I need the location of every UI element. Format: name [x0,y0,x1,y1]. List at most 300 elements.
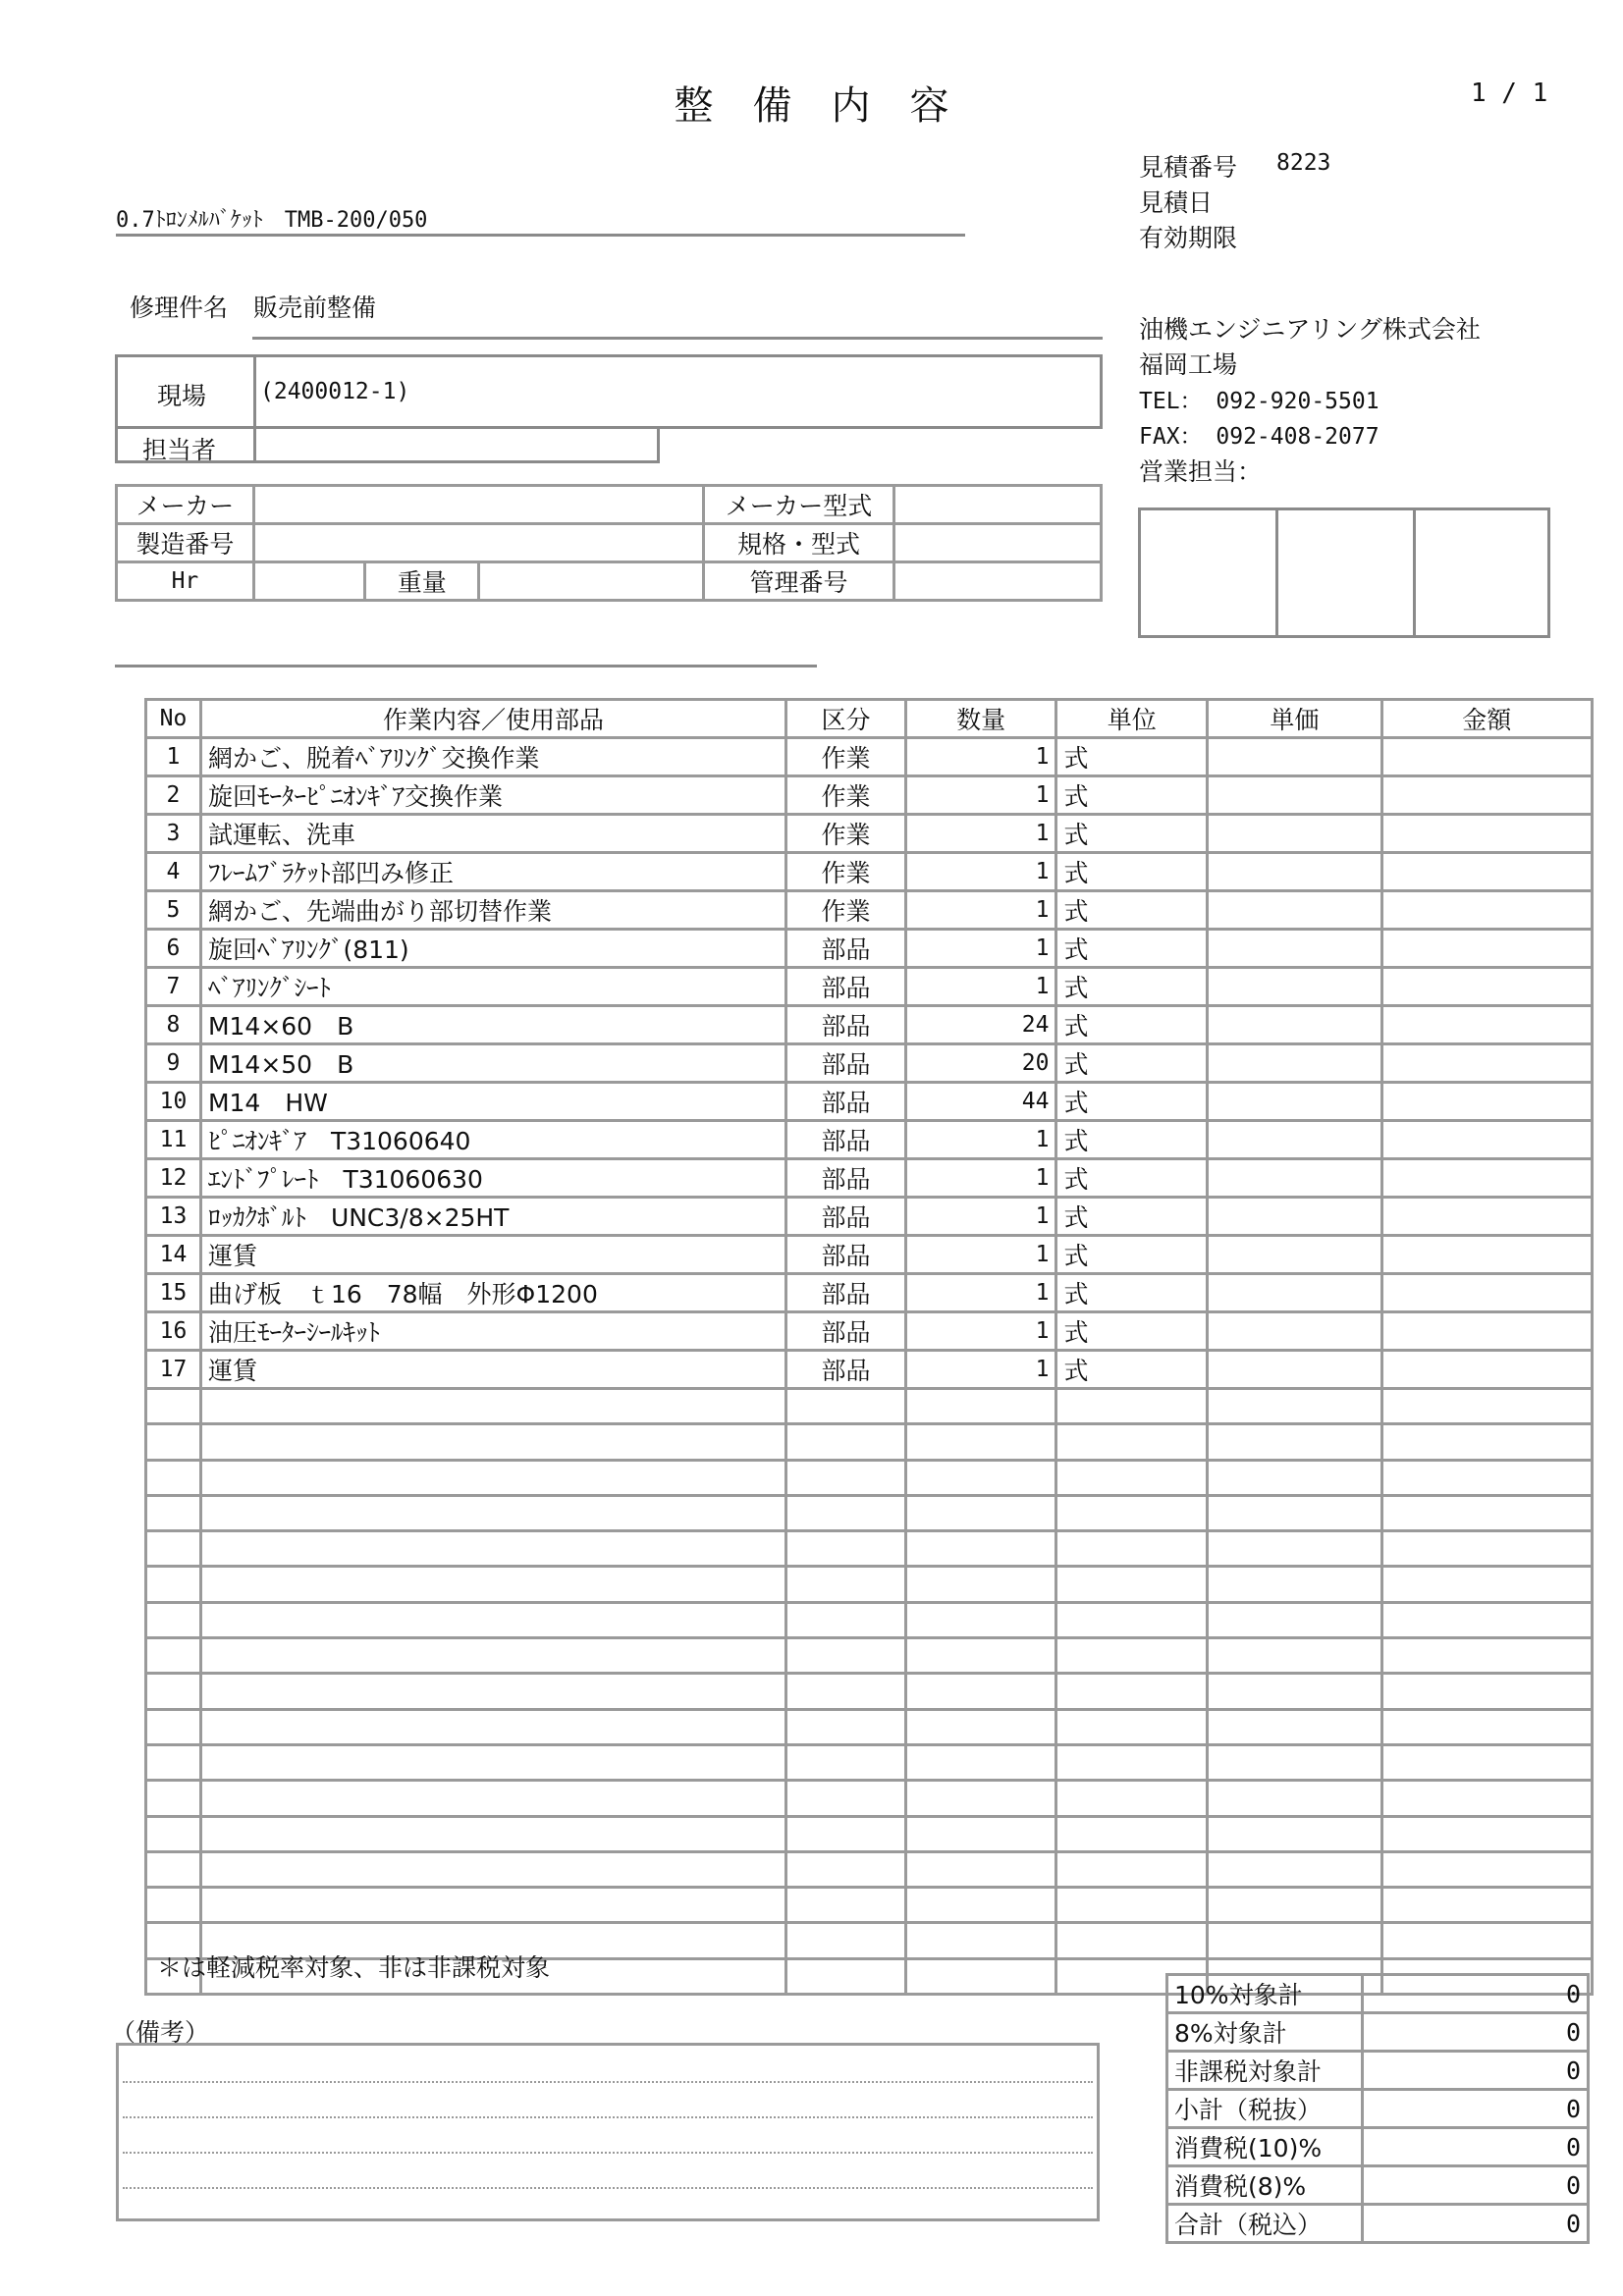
item-kind [786,1567,906,1602]
item-description [200,1495,785,1530]
item-kind: 部品 [786,1236,906,1274]
item-description: ﾋﾟﾆｵﾝｷﾞｱ T31060640 [200,1121,785,1159]
item-amount [1381,1159,1592,1198]
item-unit-price [1208,853,1382,891]
item-no [146,1638,201,1674]
item-kind: 作業 [786,853,906,891]
weight-label: 重量 [365,562,479,601]
table-row [146,1816,1593,1851]
hr-value [253,562,365,601]
item-unit-price [1208,738,1382,776]
item-unit-price [1208,1389,1382,1424]
summary-label: 8%対象計 [1167,2013,1363,2052]
item-description [200,1460,785,1495]
item-description: 網かご、脱着ﾍﾞｱﾘﾝｸﾞ交換作業 [200,738,785,776]
item-kind [786,1958,906,1994]
item-description: 網かご、先端曲がり部切替作業 [200,891,785,930]
table-row [146,853,1593,891]
item-amount [1381,1274,1592,1312]
item-unit-price [1208,1709,1382,1744]
item-kind [786,1389,906,1424]
item-quantity [905,1495,1056,1530]
summary-table [1165,1973,1590,2244]
item-description: 曲げ板 ｔ16 78幅 外形Φ1200 [200,1274,785,1312]
item-amount [1381,853,1592,891]
maker-value [253,486,703,524]
item-description [200,1567,785,1602]
table-row [146,1638,1593,1674]
item-no [146,1709,201,1744]
summary-row [1167,2166,1589,2205]
summary-value: 0 [1362,2205,1588,2243]
stamp-boxes [1138,507,1550,638]
item-amount [1381,1602,1592,1637]
estimate-number-label: 見積番号 [1139,153,1238,182]
item-amount [1381,1781,1592,1816]
item-unit [1056,1674,1208,1709]
item-quantity: 1 [905,1312,1056,1351]
summary-row [1167,2013,1589,2052]
item-unit: 式 [1056,930,1208,968]
item-description [200,1674,785,1709]
item-unit-price [1208,1495,1382,1530]
item-amount [1381,1851,1592,1887]
table-row [146,1236,1593,1274]
repair-name-underline [252,337,1103,340]
item-unit [1056,1888,1208,1923]
summary-row [1167,2052,1589,2090]
item-unit-price [1208,1923,1382,1958]
item-quantity [905,1602,1056,1637]
col-unit-price: 単価 [1208,700,1382,738]
table-row [146,1531,1593,1567]
item-kind: 部品 [786,968,906,1006]
item-amount [1381,968,1592,1006]
item-unit: 式 [1056,1274,1208,1312]
item-unit-price [1208,968,1382,1006]
item-unit: 式 [1056,776,1208,815]
item-no [146,1460,201,1495]
item-unit: 式 [1056,1044,1208,1083]
table-row [146,1312,1593,1351]
item-kind: 部品 [786,1121,906,1159]
item-kind [786,1888,906,1923]
stamp-divider [1275,510,1278,635]
item-no: 12 [146,1159,201,1198]
item-kind [786,1602,906,1637]
item-quantity: 1 [905,738,1056,776]
table-row [146,930,1593,968]
item-amount [1381,1198,1592,1236]
item-quantity [905,1851,1056,1887]
item-amount [1381,1351,1592,1389]
summary-row [1167,1975,1589,2013]
item-quantity [905,1958,1056,1994]
item-amount [1381,1816,1592,1851]
item-no [146,1781,201,1816]
item-amount [1381,1121,1592,1159]
item-unit-price [1208,1567,1382,1602]
table-row [146,1744,1593,1780]
item-kind [786,1851,906,1887]
item-kind [786,1816,906,1851]
item-no: 2 [146,776,201,815]
serial-label: 製造番号 [117,524,254,562]
item-unit-price [1208,891,1382,930]
table-row [146,815,1593,853]
item-amount [1381,1709,1592,1744]
page-number: 1 / 1 [1471,79,1548,108]
machine-table [115,484,1103,602]
estimate-number: 8223 [1276,150,1331,176]
item-quantity: 20 [905,1044,1056,1083]
item-unit: 式 [1056,1006,1208,1044]
item-kind [786,1923,906,1958]
item-no [146,1602,201,1637]
item-description [200,1638,785,1674]
item-quantity: 1 [905,968,1056,1006]
item-quantity: 1 [905,1198,1056,1236]
table-row [146,968,1593,1006]
item-kind: 作業 [786,776,906,815]
item-amount [1381,1531,1592,1567]
item-no: 10 [146,1083,201,1121]
item-unit: 式 [1056,1121,1208,1159]
table-row [146,1851,1593,1887]
item-amount [1381,891,1592,930]
tax-note: ＊は軽減税率対象、非は非課税対象 [157,1953,551,1982]
item-unit-price [1208,1851,1382,1887]
item-unit: 式 [1056,1351,1208,1389]
product-name: 0.7ﾄﾛﾝﾒﾙﾊﾞｹｯﾄ TMB-200/050 [116,208,428,233]
item-quantity [905,1638,1056,1674]
item-unit-price [1208,1083,1382,1121]
page-title: 整備内容 [674,83,989,129]
item-no [146,1816,201,1851]
hr-label: Hr [117,562,254,601]
item-amount [1381,1567,1592,1602]
item-unit [1056,1851,1208,1887]
item-no: 16 [146,1312,201,1351]
item-description: ﾛｯｶｸﾎﾞﾙﾄ UNC3/8×25HT [200,1198,785,1236]
item-kind [786,1709,906,1744]
item-unit-price [1208,1044,1382,1083]
item-unit: 式 [1056,968,1208,1006]
item-quantity: 1 [905,1274,1056,1312]
item-kind: 作業 [786,891,906,930]
item-amount [1381,1006,1592,1044]
summary-row [1167,2090,1589,2128]
remarks-line [123,2187,1093,2189]
item-kind [786,1460,906,1495]
item-quantity [905,1567,1056,1602]
item-unit [1056,1389,1208,1424]
item-no: 4 [146,853,201,891]
table-row [146,1351,1593,1389]
item-unit: 式 [1056,815,1208,853]
item-quantity [905,1816,1056,1851]
summary-label: 消費税(10)% [1167,2128,1363,2166]
item-unit [1056,1709,1208,1744]
item-unit: 式 [1056,853,1208,891]
item-amount [1381,1495,1592,1530]
item-amount [1381,1638,1592,1674]
item-amount [1381,1424,1592,1460]
summary-value: 0 [1362,2013,1588,2052]
mgmt-no-value [893,562,1101,601]
item-unit-price [1208,1888,1382,1923]
summary-row [1167,2205,1589,2243]
item-kind [786,1495,906,1530]
summary-label: 非課税対象計 [1167,2052,1363,2090]
item-amount [1381,1389,1592,1424]
col-kind: 区分 [786,700,906,738]
col-no: No [146,700,201,738]
summary-label: 合計（税込） [1167,2205,1363,2243]
maker-label: メーカー [117,486,254,524]
item-description: ｴﾝﾄﾞﾌﾟﾚｰﾄ T31060630 [200,1159,785,1198]
item-quantity: 1 [905,930,1056,968]
item-quantity: 1 [905,1159,1056,1198]
item-no: 13 [146,1198,201,1236]
item-description: 油圧ﾓｰﾀｰｼｰﾙｷｯﾄ [200,1312,785,1351]
item-unit-price [1208,1744,1382,1780]
table-row [146,1602,1593,1637]
item-unit [1056,1816,1208,1851]
company-fax: FAX： 092-408-2077 [1139,424,1380,450]
table-row [146,1495,1593,1530]
item-no: 1 [146,738,201,776]
item-amount [1381,1083,1592,1121]
stamp-divider [1413,510,1416,635]
person-label: 担当者 [142,436,217,464]
item-description [200,1424,785,1460]
item-amount [1381,1044,1592,1083]
item-unit-price [1208,1236,1382,1274]
item-quantity [905,1888,1056,1923]
table-row [146,1709,1593,1744]
item-unit: 式 [1056,738,1208,776]
item-unit-price [1208,1159,1382,1198]
item-no: 5 [146,891,201,930]
item-kind: 部品 [786,1044,906,1083]
table-row [146,1159,1593,1198]
remarks-label: （備考） [111,2018,210,2047]
remarks-line [123,2152,1093,2154]
item-unit-price [1208,1531,1382,1567]
table-row [146,1781,1593,1816]
item-unit: 式 [1056,891,1208,930]
table-row [146,1389,1593,1424]
table-row [146,738,1593,776]
summary-value: 0 [1362,2128,1588,2166]
valid-period-label: 有効期限 [1139,224,1238,252]
item-description: 旋回ﾍﾞｱﾘﾝｸﾞ(811) [200,930,785,968]
item-no [146,1674,201,1709]
item-description [200,1744,785,1780]
item-description [200,1816,785,1851]
item-unit [1056,1567,1208,1602]
item-unit-price [1208,1198,1382,1236]
item-unit-price [1208,1312,1382,1351]
item-quantity: 24 [905,1006,1056,1044]
item-kind: 部品 [786,1351,906,1389]
item-kind: 部品 [786,1274,906,1312]
site-divider [253,357,256,426]
item-unit-price [1208,930,1382,968]
item-quantity [905,1674,1056,1709]
table-row [146,1006,1593,1044]
item-unit-price [1208,1674,1382,1709]
item-kind: 部品 [786,1083,906,1121]
item-unit [1056,1460,1208,1495]
table-row [146,1424,1593,1460]
item-description: 運賃 [200,1351,785,1389]
company-tel: TEL： 092-920-5501 [1139,389,1380,414]
company-name: 油機エンジニアリング株式会社 [1139,315,1481,344]
items-table [144,698,1594,1996]
table-row [146,891,1593,930]
table-row [146,1567,1593,1602]
table-row [146,1888,1593,1923]
item-no: 17 [146,1351,201,1389]
item-unit: 式 [1056,1312,1208,1351]
item-no [146,1567,201,1602]
item-no [146,1389,201,1424]
person-divider [253,429,256,460]
item-kind [786,1638,906,1674]
item-quantity [905,1531,1056,1567]
item-kind: 部品 [786,1312,906,1351]
sales-rep-label: 営業担当： [1139,457,1263,486]
remarks-line [123,2116,1093,2118]
item-unit: 式 [1056,1198,1208,1236]
item-unit: 式 [1056,1159,1208,1198]
item-description: 試運転、洗車 [200,815,785,853]
summary-value: 0 [1362,2052,1588,2090]
spec-label: 規格・型式 [704,524,894,562]
item-kind [786,1531,906,1567]
table-row [146,1083,1593,1121]
item-quantity: 1 [905,1351,1056,1389]
summary-label: 小計（税抜） [1167,2090,1363,2128]
summary-label: 10%対象計 [1167,1975,1363,2013]
repair-name: 販売前整備 [253,294,377,322]
weight-value [479,562,704,601]
item-kind [786,1744,906,1780]
item-unit [1056,1495,1208,1530]
item-amount [1381,738,1592,776]
item-no [146,1424,201,1460]
item-unit [1056,1424,1208,1460]
item-amount [1381,1744,1592,1780]
summary-value: 0 [1362,2090,1588,2128]
item-no: 9 [146,1044,201,1083]
item-kind: 部品 [786,930,906,968]
item-description: 旋回ﾓｰﾀｰﾋﾟﾆｵﾝｷﾞｱ交換作業 [200,776,785,815]
item-description [200,1709,785,1744]
table-row [146,1044,1593,1083]
item-kind: 部品 [786,1198,906,1236]
table-row [146,1198,1593,1236]
item-no [146,1888,201,1923]
item-unit-price [1208,776,1382,815]
item-description [200,1781,785,1816]
item-description: ﾌﾚｰﾑﾌﾞﾗｹｯﾄ部凹み修正 [200,853,785,891]
item-description: M14×60 B [200,1006,785,1044]
spec-value [893,524,1101,562]
item-unit [1056,1923,1208,1958]
item-amount [1381,930,1592,968]
col-description: 作業内容／使用部品 [200,700,785,738]
item-kind [786,1781,906,1816]
summary-row [1167,2128,1589,2166]
item-kind: 部品 [786,1006,906,1044]
item-quantity: 1 [905,853,1056,891]
col-quantity: 数量 [905,700,1056,738]
items-header-row [146,700,1593,738]
item-quantity: 1 [905,1236,1056,1274]
item-kind: 作業 [786,738,906,776]
item-quantity [905,1744,1056,1780]
item-description: M14×50 B [200,1044,785,1083]
table-row [146,776,1593,815]
mgmt-no-label: 管理番号 [704,562,894,601]
item-unit-price [1208,815,1382,853]
item-quantity: 44 [905,1083,1056,1121]
repair-name-label: 修理件名 [130,294,229,322]
table-row [146,1121,1593,1159]
item-no: 14 [146,1236,201,1274]
item-amount [1381,1460,1592,1495]
item-amount [1381,1923,1592,1958]
item-unit: 式 [1056,1083,1208,1121]
item-no: 15 [146,1274,201,1312]
item-kind [786,1674,906,1709]
section-divider [115,665,817,667]
item-quantity: 1 [905,891,1056,930]
item-unit-price [1208,1006,1382,1044]
item-quantity [905,1389,1056,1424]
remarks-line [123,2081,1093,2083]
item-unit [1056,1744,1208,1780]
item-description [200,1851,785,1887]
item-unit-price [1208,1121,1382,1159]
item-description [200,1531,785,1567]
site-value: (2400012-1) [260,379,410,404]
remarks-box [116,2043,1100,2221]
item-unit [1056,1781,1208,1816]
item-unit-price [1208,1602,1382,1637]
table-row [146,1674,1593,1709]
item-unit-price [1208,1816,1382,1851]
item-kind [786,1424,906,1460]
item-description [200,1389,785,1424]
item-no [146,1531,201,1567]
item-unit-price [1208,1351,1382,1389]
item-unit [1056,1531,1208,1567]
maker-model-label: メーカー型式 [704,486,894,524]
item-description: ﾍﾞｱﾘﾝｸﾞｼｰﾄ [200,968,785,1006]
item-amount [1381,776,1592,815]
item-no: 11 [146,1121,201,1159]
item-no: 6 [146,930,201,968]
item-no [146,1495,201,1530]
summary-value: 0 [1362,2166,1588,2205]
summary-label: 消費税(8)% [1167,2166,1363,2205]
item-amount [1381,815,1592,853]
col-unit: 単位 [1056,700,1208,738]
